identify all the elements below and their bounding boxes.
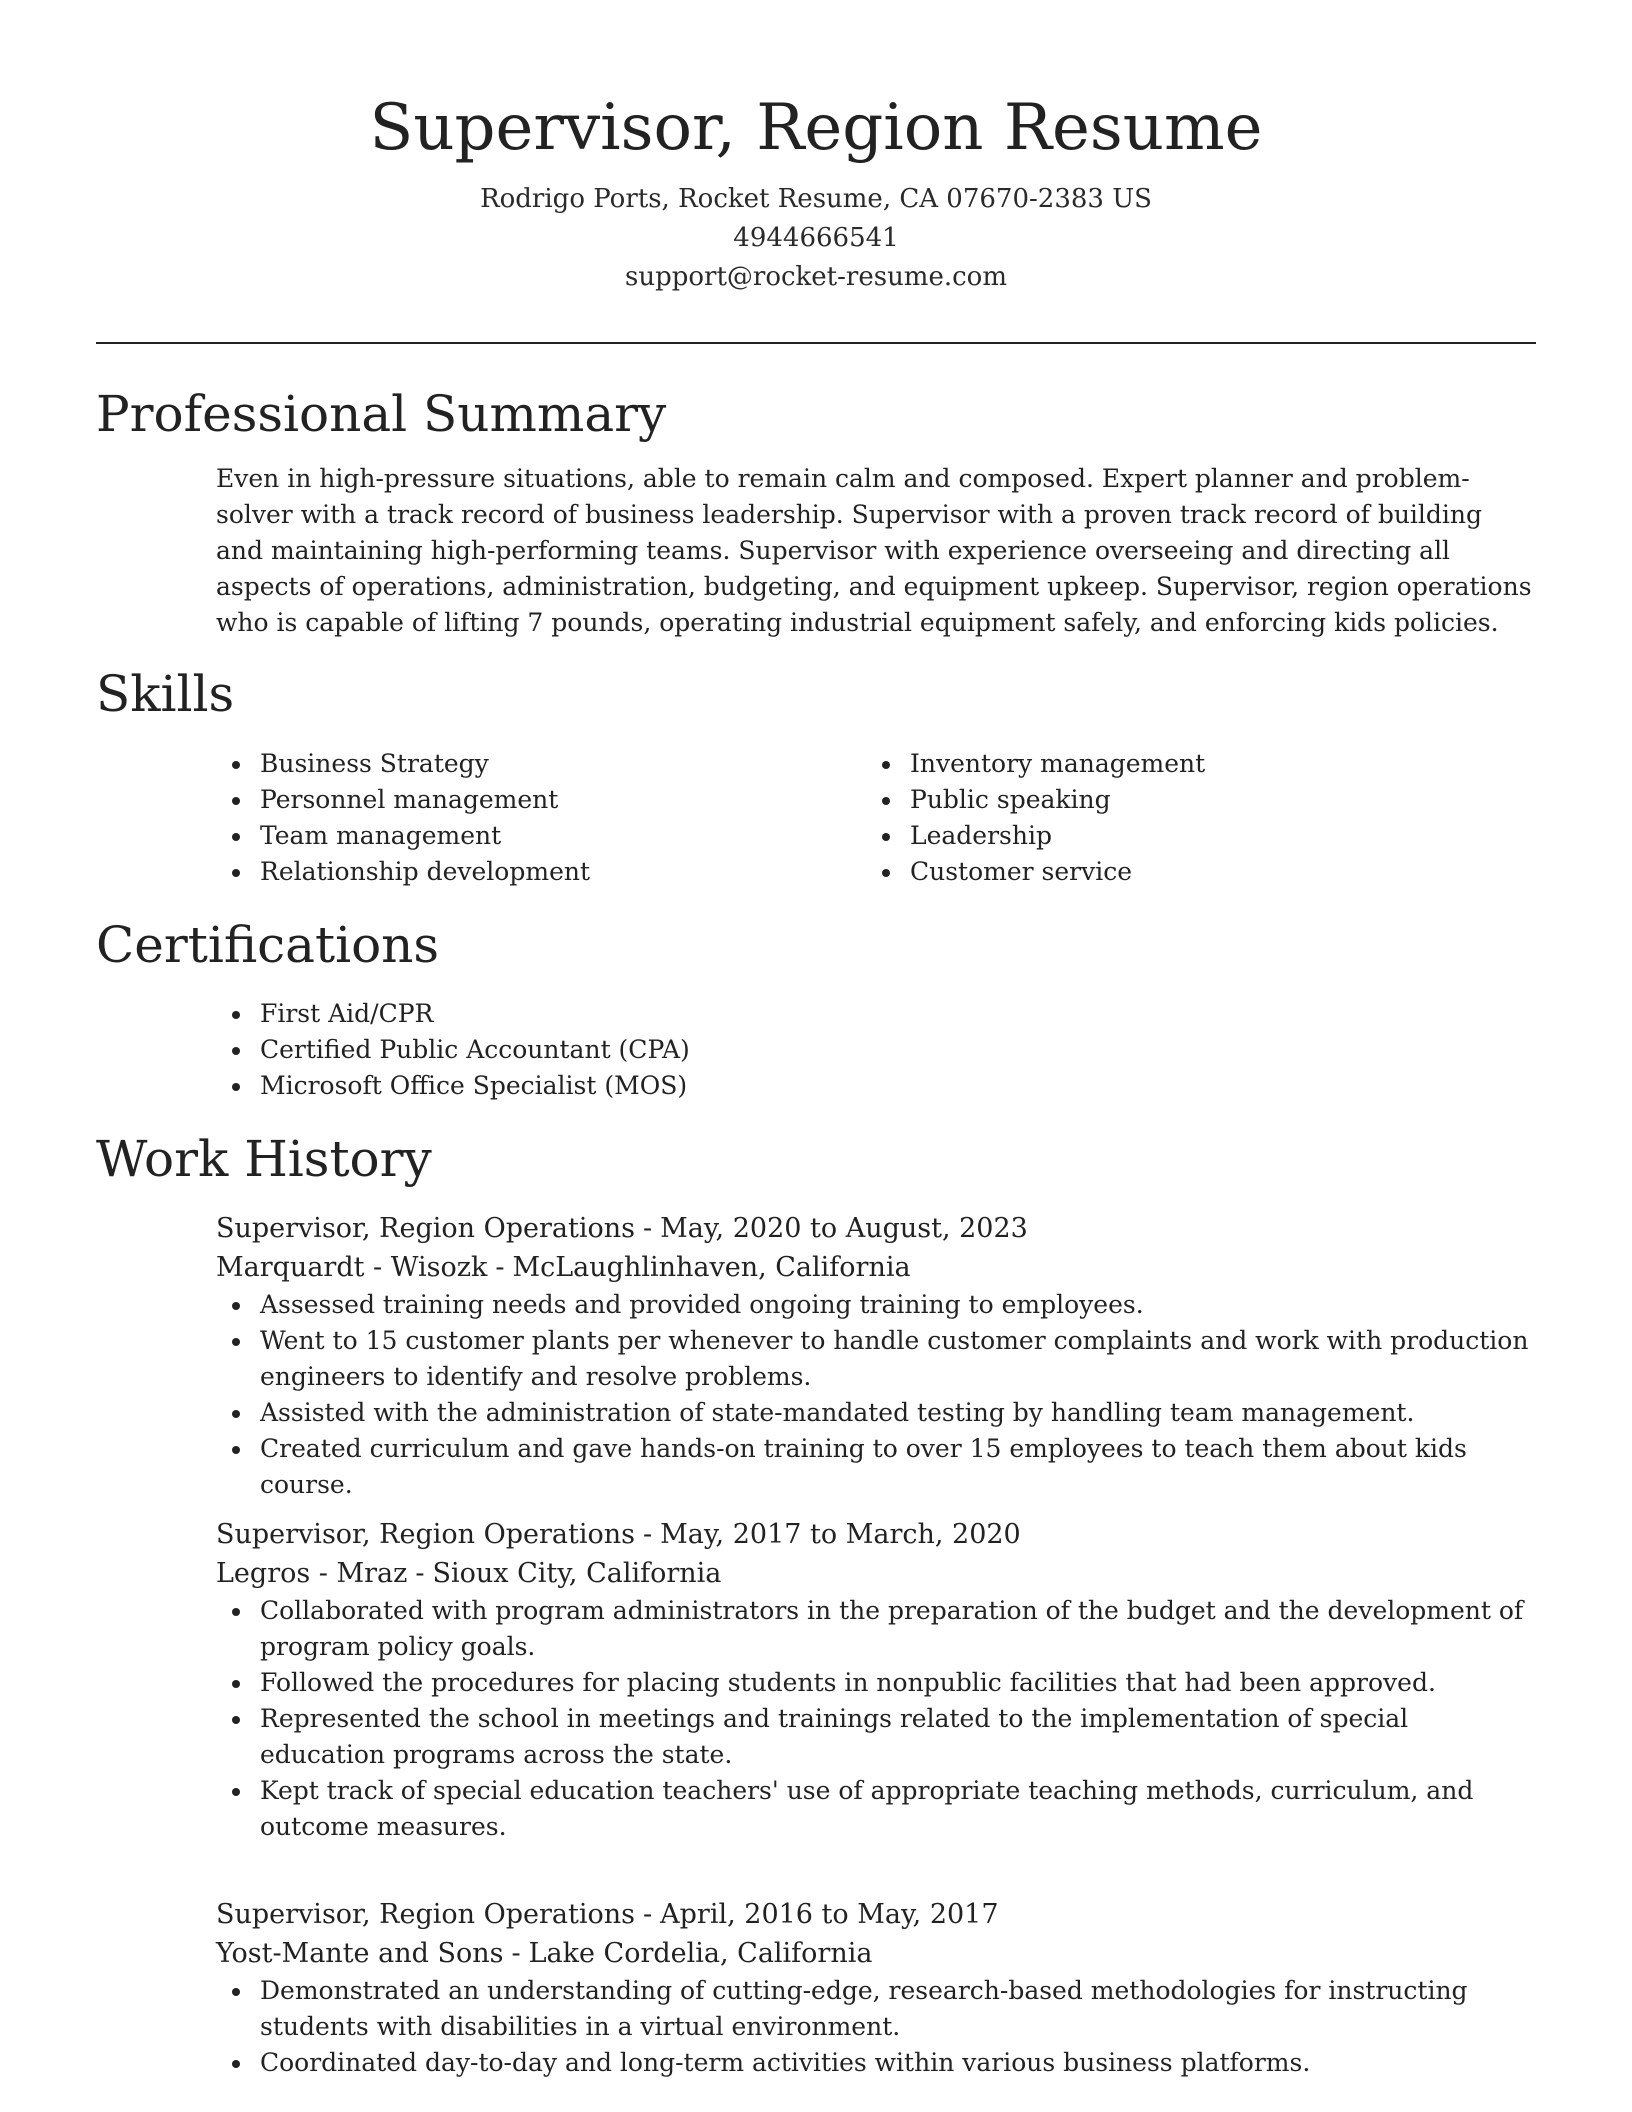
section-heading-certifications: Certifications — [96, 916, 440, 974]
separator: - — [643, 1519, 653, 1550]
separator: - — [495, 1252, 505, 1283]
skills-column-right — [866, 746, 1466, 890]
skill-item: Inventory management — [866, 746, 1466, 782]
certifications-list — [216, 996, 1536, 1104]
contact-block — [96, 180, 1536, 297]
job-title-line — [216, 1209, 1536, 1248]
contact-address: Rodrigo Ports, Rocket Resume, CA 07670-2383 US — [480, 184, 1152, 214]
job-duty-item: Demonstrated an understanding of cutting-edge, research-based methodologies for instructing students with disabilities in a virtual environment. — [216, 1973, 1536, 2045]
separator: - — [643, 1213, 653, 1244]
job-duty-item: Assessed training needs and provided ongoing training to employees. — [216, 1287, 1536, 1323]
section-heading-skills: Skills — [96, 665, 235, 723]
job-entry — [216, 1895, 1536, 2081]
separator: - — [643, 1899, 653, 1930]
skill-item: Relationship development — [216, 854, 816, 890]
job-entry — [216, 1209, 1536, 1503]
skill-item: Personnel management — [216, 782, 816, 818]
job-entry — [216, 1515, 1536, 1845]
job-dates: May, 2020 to August, 2023 — [660, 1213, 1028, 1244]
job-title: Supervisor, Region Operations — [216, 1213, 636, 1244]
certification-item: Certified Public Accountant (CPA) — [216, 1032, 1536, 1068]
job-company-line — [216, 1248, 1536, 1287]
skill-item: Customer service — [866, 854, 1466, 890]
job-location: McLaughlinhaven, California — [512, 1252, 911, 1283]
resume-header — [96, 82, 1536, 297]
job-location: Sioux City, California — [432, 1558, 722, 1589]
contact-phone: 4944666541 — [733, 223, 899, 253]
job-company-line — [216, 1554, 1536, 1593]
job-company: Legros - Mraz — [216, 1558, 408, 1589]
contact-email: support@rocket-resume.com — [624, 262, 1007, 292]
skill-item: Leadership — [866, 818, 1466, 854]
job-duties — [216, 1287, 1536, 1503]
job-duty-item: Followed the procedures for placing students in nonpublic facilities that had been approved. — [216, 1665, 1536, 1701]
job-duty-item: Assisted with the administration of state-mandated testing by handling team management. — [216, 1395, 1536, 1431]
job-company-line — [216, 1934, 1536, 1973]
job-title: Supervisor, Region Operations — [216, 1899, 636, 1930]
skill-item: Team management — [216, 818, 816, 854]
job-duty-item: Represented the school in meetings and trainings related to the implementation of special education programs across the state. — [216, 1701, 1536, 1773]
job-duty-item: Collaborated with program administrators in the preparation of the budget and the development of program policy goals. — [216, 1593, 1536, 1665]
job-location: Lake Cordelia, California — [528, 1938, 873, 1969]
job-dates: May, 2017 to March, 2020 — [660, 1519, 1021, 1550]
certification-item: Microsoft Office Specialist (MOS) — [216, 1068, 1536, 1104]
job-title-line — [216, 1895, 1536, 1934]
job-title-line — [216, 1515, 1536, 1554]
job-duty-item: Created curriculum and gave hands-on training to over 15 employees to teach them about kids course. — [216, 1431, 1536, 1503]
job-company: Yost-Mante and Sons — [216, 1938, 504, 1969]
section-heading-work-history: Work History — [96, 1130, 432, 1188]
job-duty-item: Kept track of special education teachers' use of appropriate teaching methods, curriculum, and outcome measures. — [216, 1773, 1536, 1845]
skills-column-left — [216, 746, 816, 890]
skill-item: Business Strategy — [216, 746, 816, 782]
job-duties — [216, 1593, 1536, 1845]
separator: - — [415, 1558, 425, 1589]
section-heading-summary: Professional Summary — [96, 385, 667, 443]
job-company: Marquardt - Wisozk — [216, 1252, 488, 1283]
skill-item: Public speaking — [866, 782, 1466, 818]
job-title: Supervisor, Region Operations — [216, 1519, 636, 1550]
summary-text: Even in high-pressure situations, able to remain calm and composed. Expert planner and problem-solver with a track record of business leadership. Supervisor with a proven track record of building and maintaining high-performing teams. Supervisor with experience overseeing and directing all aspects of operations, administration, budgeting, and equipment upkeep. Supervisor, region operations who is capable of lifting 7 pounds, operating industrial equipment safely, and enforcing kids policies. — [216, 464, 1532, 637]
job-duty-item: Coordinated day-to-day and long-term activities within various business platforms. — [216, 2045, 1536, 2081]
job-duty-item: Went to 15 customer plants per whenever to handle customer complaints and work with production engineers to identify and resolve problems. — [216, 1323, 1536, 1395]
certification-item: First Aid/CPR — [216, 996, 1536, 1032]
separator: - — [511, 1938, 521, 1969]
header-divider — [96, 342, 1536, 344]
job-dates: April, 2016 to May, 2017 — [660, 1899, 999, 1930]
page-title: Supervisor, Region Resume — [369, 91, 1263, 165]
job-duties — [216, 1973, 1536, 2081]
